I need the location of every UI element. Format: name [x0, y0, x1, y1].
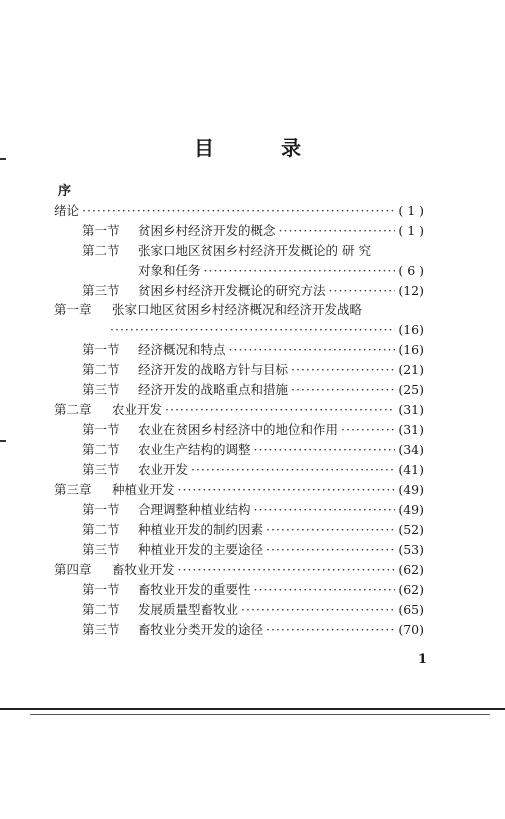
toc-section-title: 对象和任务	[138, 263, 201, 278]
scan-mark	[0, 158, 6, 160]
toc-section-number: 第一节	[82, 582, 120, 597]
toc-section-title: 农业开发	[138, 462, 189, 477]
toc-section	[82, 602, 424, 618]
toc-page: (70)	[398, 622, 424, 637]
leader-dots	[110, 322, 395, 338]
leader-dots	[254, 442, 396, 458]
toc-section	[82, 582, 424, 598]
toc-chapter-number: 第三章	[54, 482, 92, 497]
toc-section-title: 种植业开发的制约因素	[138, 522, 264, 537]
toc-chapter	[54, 302, 362, 318]
toc-section-title: 经济开发的战略方针与目标	[138, 362, 289, 377]
toc-page: (31)	[398, 422, 424, 437]
toc-page: (31)	[398, 402, 424, 417]
toc-page: (16)	[398, 342, 424, 357]
leader-dots	[279, 223, 396, 239]
toc-page: (49)	[398, 482, 424, 497]
bottom-rule	[0, 708, 505, 710]
toc-section-number: 第三节	[82, 462, 120, 477]
toc-section	[82, 462, 424, 478]
toc-page: (16)	[398, 322, 424, 337]
leader-dots	[291, 362, 395, 378]
toc-page: (65)	[398, 602, 424, 617]
toc-section-title: 张家口地区贫困乡村经济开发概论的 研 究	[138, 243, 371, 258]
toc-section-continued	[138, 263, 424, 279]
page-number: 1	[417, 652, 428, 667]
leader-dots	[241, 602, 395, 618]
toc-intro	[54, 203, 424, 219]
toc-section	[82, 502, 424, 518]
toc-section-title: 农业在贫困乡村经济中的地位和作用	[138, 422, 339, 437]
toc-page: (25)	[398, 382, 424, 397]
toc-page: (41)	[398, 462, 424, 477]
leader-dots	[165, 402, 395, 418]
toc-page: ( 6 )	[398, 263, 424, 278]
toc-page: ( 1 )	[398, 203, 424, 218]
toc-section-number: 第三节	[82, 382, 120, 397]
leader-dots	[191, 462, 395, 478]
toc-section-title: 贫困乡村经济开发的概念	[138, 223, 276, 238]
toc-section-number: 第一节	[82, 342, 120, 357]
toc-section-title: 种植业开发的主要途径	[138, 542, 264, 557]
toc-page: (34)	[398, 442, 424, 457]
toc-section	[82, 542, 424, 558]
toc-section-title: 经济概况和特点	[138, 342, 226, 357]
toc-chapter-title: 张家口地区贫困乡村经济概况和经济开发战略	[112, 302, 363, 317]
toc-page: (62)	[398, 582, 424, 597]
toc-chapter-title: 种植业开发	[112, 482, 175, 497]
toc-section-number: 第二节	[82, 602, 120, 617]
leader-dots	[204, 263, 396, 279]
toc-section-number: 第二节	[82, 522, 120, 537]
toc-section-number: 第一节	[82, 223, 120, 238]
leader-dots	[254, 502, 396, 518]
toc-chapter-number: 第一章	[54, 302, 92, 317]
toc-section-title: 发展质量型畜牧业	[138, 602, 239, 617]
toc-chapter-number: 第二章	[54, 402, 92, 417]
toc-section	[82, 342, 424, 358]
leader-dots	[178, 562, 396, 578]
toc-chapter	[54, 402, 424, 418]
toc-chapter-title: 畜牧业开发	[112, 562, 175, 577]
toc-section-title: 合理调整种植业结构	[138, 502, 251, 517]
leader-dots	[266, 622, 395, 638]
toc-page: (53)	[398, 542, 424, 557]
toc-section-number: 第三节	[82, 542, 120, 557]
page-title: 目 录	[194, 136, 331, 160]
toc-section	[82, 442, 424, 458]
toc-section	[82, 422, 424, 438]
toc-page: (12)	[398, 283, 424, 298]
toc-chapter-page-line	[110, 322, 424, 338]
leader-dots	[341, 422, 395, 438]
preface-heading: 序	[58, 184, 72, 199]
toc-section	[82, 362, 424, 378]
toc-page: (21)	[398, 362, 424, 377]
leader-dots	[229, 342, 396, 358]
toc-section-number: 第二节	[82, 442, 120, 457]
toc-section-number: 第一节	[82, 422, 120, 437]
toc-section	[82, 243, 371, 259]
toc-section	[82, 223, 424, 239]
toc-section-number: 第三节	[82, 622, 120, 637]
leader-dots	[329, 283, 396, 299]
toc-page: ( 1 )	[398, 223, 424, 238]
toc-chapter	[54, 562, 424, 578]
toc-chapter-title: 农业开发	[112, 402, 163, 417]
toc-section-number: 第二节	[82, 243, 120, 258]
toc-section-title: 经济开发的战略重点和措施	[138, 382, 289, 397]
leader-dots	[178, 482, 396, 498]
toc-chapter	[54, 482, 424, 498]
toc-section-number: 第一节	[82, 502, 120, 517]
toc-section-title: 农业生产结构的调整	[138, 442, 251, 457]
leader-dots	[82, 203, 395, 219]
toc-section-title: 贫困乡村经济开发概论的研究方法	[138, 283, 326, 298]
leader-dots	[254, 582, 396, 598]
toc-intro-label: 绪论	[54, 203, 80, 218]
scan-mark	[0, 440, 6, 442]
leader-dots	[266, 522, 395, 538]
toc-section-number: 第三节	[82, 283, 120, 298]
toc-section-number: 第二节	[82, 362, 120, 377]
toc-page: (52)	[398, 522, 424, 537]
toc-section	[82, 382, 424, 398]
bottom-rule-thin	[30, 714, 490, 715]
leader-dots	[266, 542, 395, 558]
toc-section	[82, 283, 424, 299]
toc-section	[82, 522, 424, 538]
toc-section	[82, 622, 424, 638]
toc-section-title: 畜牧业开发的重要性	[138, 582, 251, 597]
toc-chapter-number: 第四章	[54, 562, 92, 577]
leader-dots	[291, 382, 395, 398]
toc-page: (62)	[398, 562, 424, 577]
toc-page: (49)	[398, 502, 424, 517]
toc-section-title: 畜牧业分类开发的途径	[138, 622, 264, 637]
